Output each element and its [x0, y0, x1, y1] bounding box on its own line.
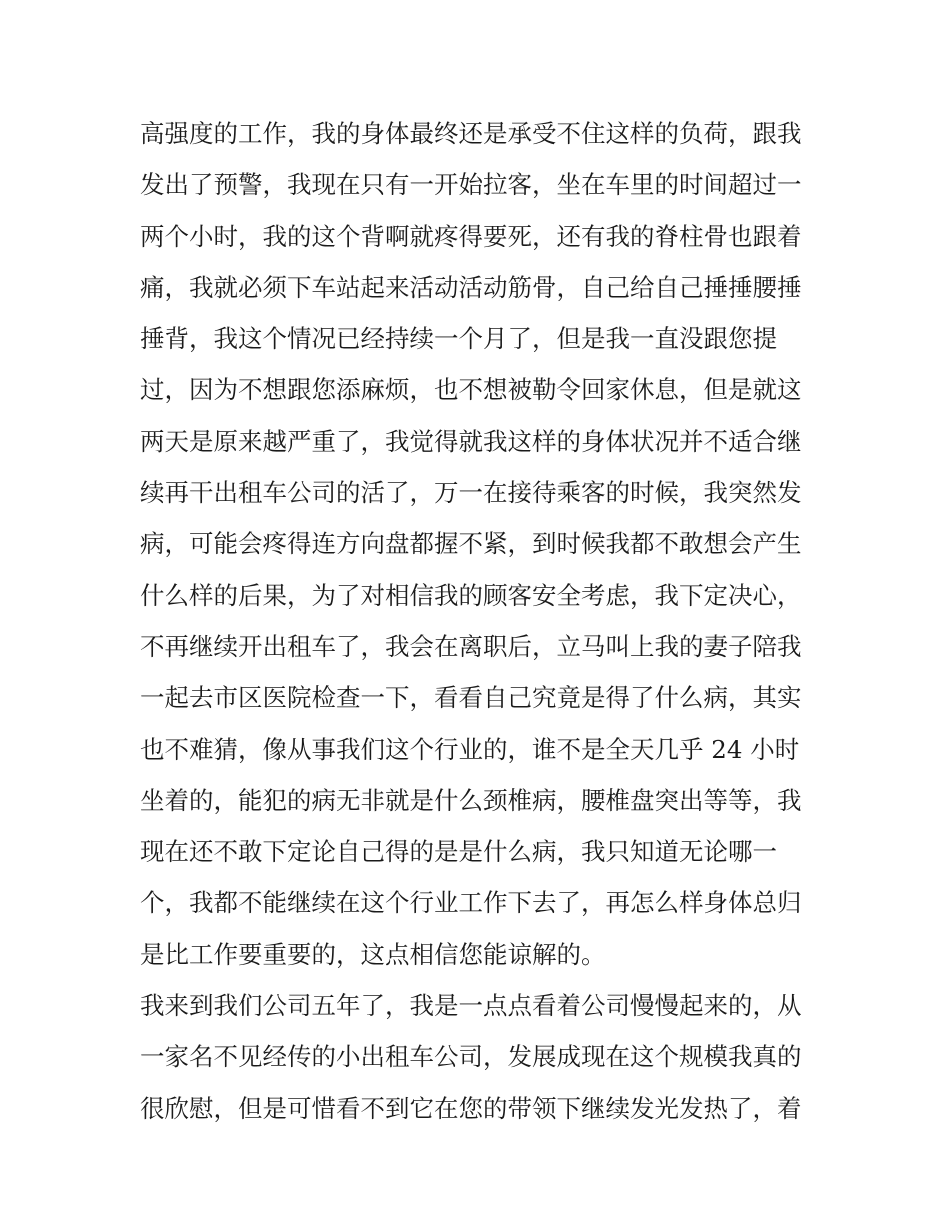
text-line: 个，我都不能继续在这个行业工作下去了，再怎么样身体总归 [140, 888, 802, 918]
text-line: 高强度的工作，我的身体最终还是承受不住这样的负荷，跟我 [140, 119, 802, 148]
text-line: 痛，我就必须下车站起来活动活动筋骨，自己给自己捶捶腰捶 [140, 272, 802, 302]
text-line: 也不难猜，像从事我们这个行业的，谁不是全天几乎 24 小时 [140, 734, 800, 764]
text-line: 不再继续开出租车了，我会在离职后，立马叫上我的妻子陪我 [140, 631, 802, 661]
text-line: 两个小时，我的这个背啊就疼得要死，还有我的脊柱骨也跟着 [140, 221, 802, 251]
text-line: 我来到我们公司五年了，我是一点点看着公司慢慢起来的，从 [140, 991, 802, 1021]
text-line: 很欣慰，但是可惜看不到它在您的带领下继续发光发热了，着 [140, 1093, 802, 1123]
body-text [140, 108, 830, 1134]
text-line: 一家名不见经传的小出租车公司，发展成现在这个规模我真的 [140, 1042, 802, 1072]
text-line: 病，可能会疼得连方向盘都握不紧，到时候我都不敢想会产生 [140, 529, 802, 559]
text-line: 过，因为不想跟您添麻烦，也不想被勒令回家休息，但是就这 [140, 375, 802, 405]
text-line: 两天是原来越严重了，我觉得就我这样的身体状况并不适合继 [140, 426, 802, 456]
text-line: 什么样的后果，为了对相信我的顾客安全考虑，我下定决心， [140, 580, 802, 610]
text-line: 一起去市区医院检查一下，看看自己究竟是得了什么病，其实 [140, 683, 802, 713]
text-line: 续再干出租车公司的活了，万一在接待乘客的时候，我突然发 [140, 478, 802, 508]
text-line: 是比工作要重要的，这点相信您能谅解的。 [140, 939, 606, 969]
text-line: 坐着的，能犯的病无非就是什么颈椎病，腰椎盘突出等等，我 [140, 785, 802, 815]
text-line: 捶背，我这个情况已经持续一个月了，但是我一直没跟您提 [140, 324, 777, 354]
text-line: 发出了预警，我现在只有一开始拉客，坐在车里的时间超过一 [140, 170, 802, 200]
text-line: 现在还不敢下定论自己得的是是什么病，我只知道无论哪一 [140, 837, 777, 867]
